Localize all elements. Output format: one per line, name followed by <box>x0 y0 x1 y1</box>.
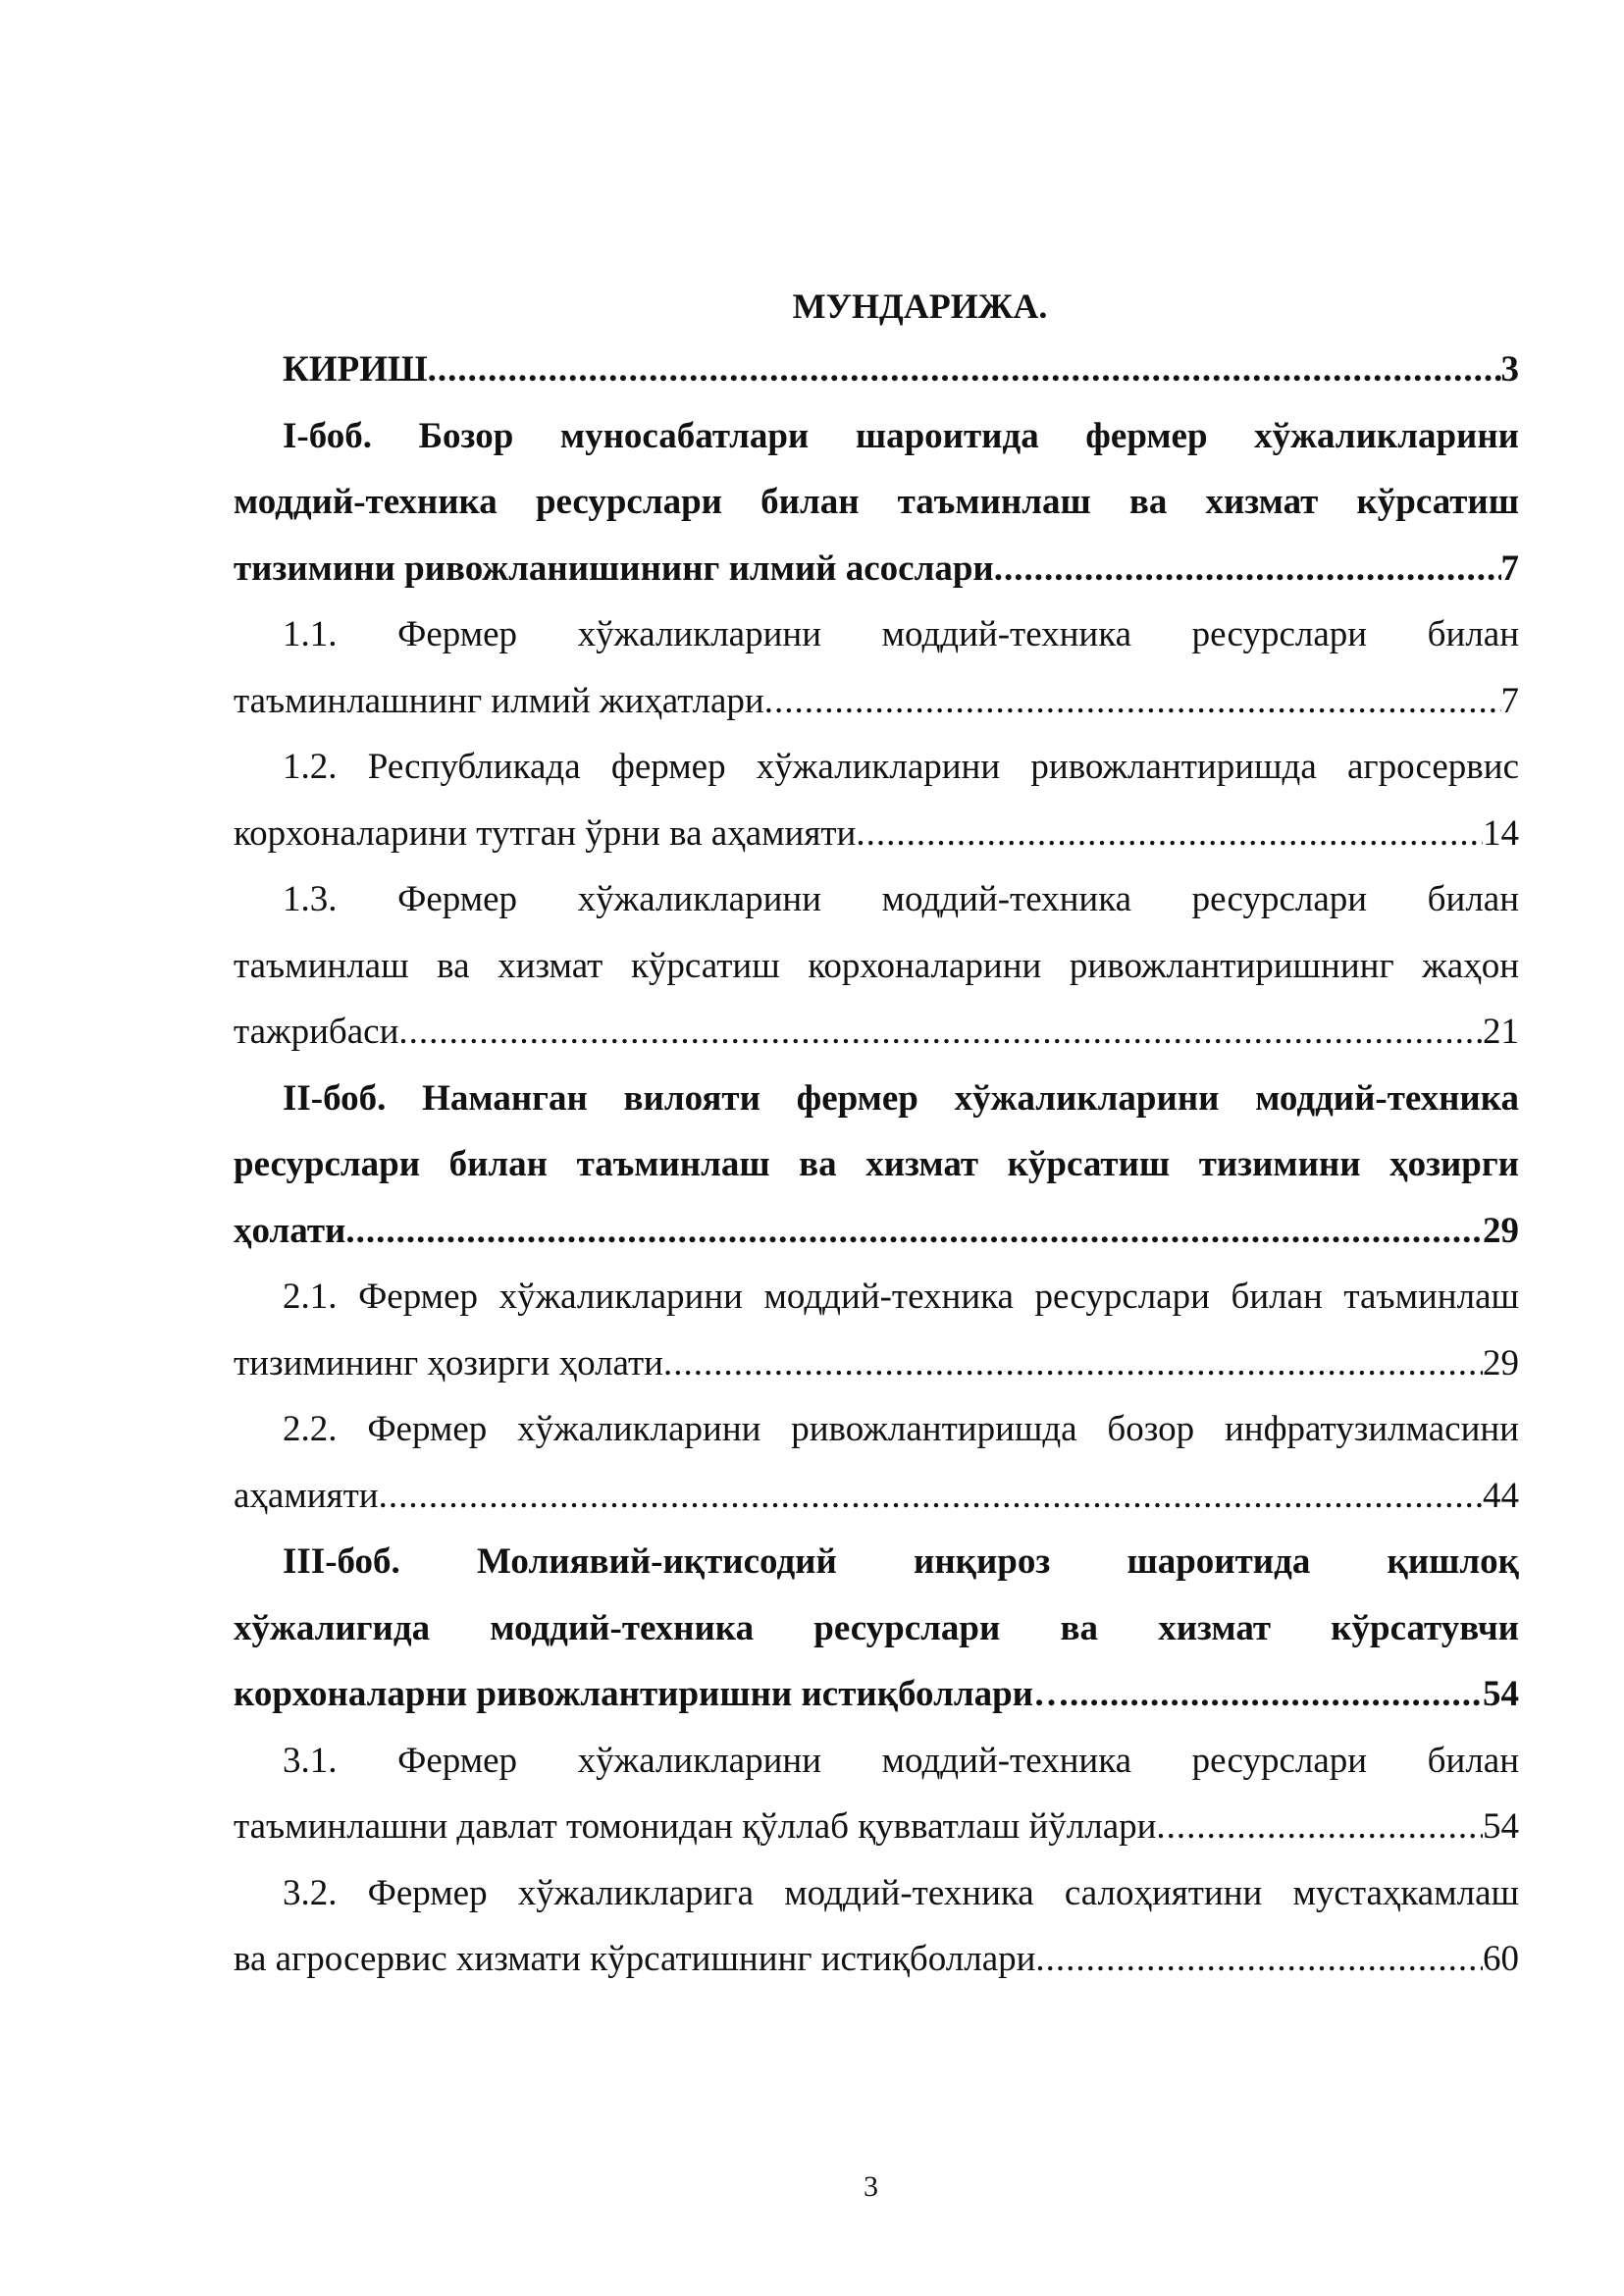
toc-entry-title-end: корхоналарни ривожлантиришни истиқболлари… <box>234 1674 1070 1714</box>
toc-entry-line: 1.2. Республикада фермер хўжаликларини ривожлантиришда агросервис <box>283 747 1519 787</box>
toc-entry-last-line <box>234 1926 1519 1993</box>
toc-leader-dots <box>345 1198 1483 1265</box>
toc-entry-line: II-боб. Наманган вилояти фермер хўжаликларини моддий-техника <box>283 1077 1519 1119</box>
toc-entry-line: 1.1. Фермер хўжаликларини моддий-техника ресурслари билан <box>283 614 1519 654</box>
toc-entry-last-line <box>234 1198 1519 1265</box>
toc-entry[interactable] <box>234 1066 1519 1265</box>
toc-entry[interactable] <box>234 1396 1519 1529</box>
toc-entry-last-line <box>234 801 1519 867</box>
toc-leader-dots <box>398 999 1483 1066</box>
toc-page-number: 60 <box>1483 1939 1519 1979</box>
toc-leader-dots <box>663 1331 1483 1397</box>
toc-entry-last-line <box>234 536 1519 602</box>
toc-page-number: 54 <box>1483 1674 1519 1714</box>
toc-entry-title-end: тизимини ривожланишининг илмий асослари <box>234 548 994 589</box>
toc-entry-line: 1.3. Фермер хўжаликларини моддий-техника ресурслари билан <box>283 879 1519 919</box>
toc-entry-line: хўжалигида моддий-техника ресурслари ва хизмат кўрсатувчи <box>234 1607 1519 1648</box>
toc-page-number: 7 <box>1500 548 1519 589</box>
toc-entry[interactable] <box>234 1529 1519 1728</box>
toc-entry-title-end: таъминлашни давлат томонидан қўллаб қувватлаш йўллари <box>234 1806 1157 1847</box>
toc-entry[interactable] <box>234 1728 1519 1860</box>
toc-entry[interactable] <box>234 866 1519 1066</box>
toc-entry-title-end: КИРИШ <box>283 349 428 390</box>
toc-page-number: 29 <box>1483 1342 1519 1383</box>
toc-entry-last-line <box>234 1463 1519 1530</box>
toc-entry-title-end: ҳолати <box>234 1210 346 1251</box>
toc-entry-last-line <box>234 1794 1519 1860</box>
toc-leader-dots <box>764 668 1501 735</box>
toc-entry[interactable] <box>234 337 1519 403</box>
table-of-contents <box>234 337 1519 1993</box>
toc-entry-line: моддий-техника ресурслари билан таъминлаш ва хизмат кўрсатиш <box>234 482 1519 522</box>
toc-entry-line: 2.1. Фермер хўжаликларини моддий-техника ресурслари билан таъминлаш <box>283 1277 1519 1317</box>
toc-page-number: 44 <box>1483 1475 1519 1516</box>
toc-entry-title-end: таъминлашнинг илмий жиҳатлари <box>234 680 764 721</box>
toc-entry-title-end: тизимининг ҳозирги ҳолати <box>234 1342 663 1383</box>
toc-entry[interactable] <box>234 403 1519 602</box>
toc-page-number: 29 <box>1483 1210 1519 1251</box>
toc-entry[interactable] <box>234 601 1519 734</box>
toc-entry[interactable] <box>234 734 1519 866</box>
page-number: 3 <box>864 2170 878 2203</box>
toc-entry-line: 3.1. Фермер хўжаликларини моддий-техника ресурслари билан <box>283 1740 1519 1781</box>
toc-leader-dots <box>1156 1794 1483 1860</box>
toc-page-number: 54 <box>1483 1806 1519 1847</box>
toc-page-number: 21 <box>1483 1012 1519 1052</box>
toc-page-number: 14 <box>1483 812 1519 854</box>
toc-leader-dots <box>856 801 1483 867</box>
toc-leader-dots <box>994 536 1501 602</box>
toc-entry-last-line <box>234 668 1519 735</box>
toc-entry-line: таъминлаш ва хизмат кўрсатиш корхоналарини ривожлантиришнинг жаҳон <box>234 945 1519 986</box>
toc-entry-line: ресурслари билан таъминлаш ва хизмат кўрсатиш тизимини ҳозирги <box>234 1144 1519 1184</box>
toc-entry-line: 3.2. Фермер хўжаликларига моддий-техника салоҳиятини мустаҳкамлаш <box>283 1872 1519 1913</box>
toc-entry-last-line <box>234 337 1519 403</box>
toc-entry-line: I-боб. Бозор муносабатлари шароитида фермер хўжаликларини <box>283 415 1519 456</box>
toc-entry-last-line <box>234 1661 1519 1728</box>
toc-entry-last-line <box>234 1331 1519 1397</box>
toc-leader-dots <box>379 1463 1483 1530</box>
page-title: МУНДАРИЖА. <box>792 287 1048 326</box>
toc-entry-title-end: корхоналарини тутган ўрни ва аҳамияти <box>234 812 857 854</box>
toc-entry-last-line <box>234 999 1519 1066</box>
toc-entry-title-end: тажрибаси <box>234 1012 399 1052</box>
toc-entry-line: 2.2. Фермер хўжаликларини ривожлантиришда бозор инфратузилмасини <box>283 1409 1519 1449</box>
toc-page-number: 3 <box>1500 349 1519 390</box>
toc-leader-dots <box>428 337 1501 403</box>
toc-leader-dots <box>1070 1661 1483 1728</box>
toc-entry-title-end: аҳамияти <box>234 1475 379 1516</box>
toc-entry-title-end: ва агросервис хизмати кўрсатишнинг истиқболлари <box>234 1939 1036 1979</box>
toc-entry[interactable] <box>234 1860 1519 1993</box>
toc-page-number: 7 <box>1500 680 1519 721</box>
toc-entry-line: III-боб. Молиявий-иқтисодий инқироз шароитида қишлоқ <box>283 1541 1519 1582</box>
toc-entry[interactable] <box>234 1264 1519 1396</box>
toc-leader-dots <box>1035 1926 1483 1993</box>
